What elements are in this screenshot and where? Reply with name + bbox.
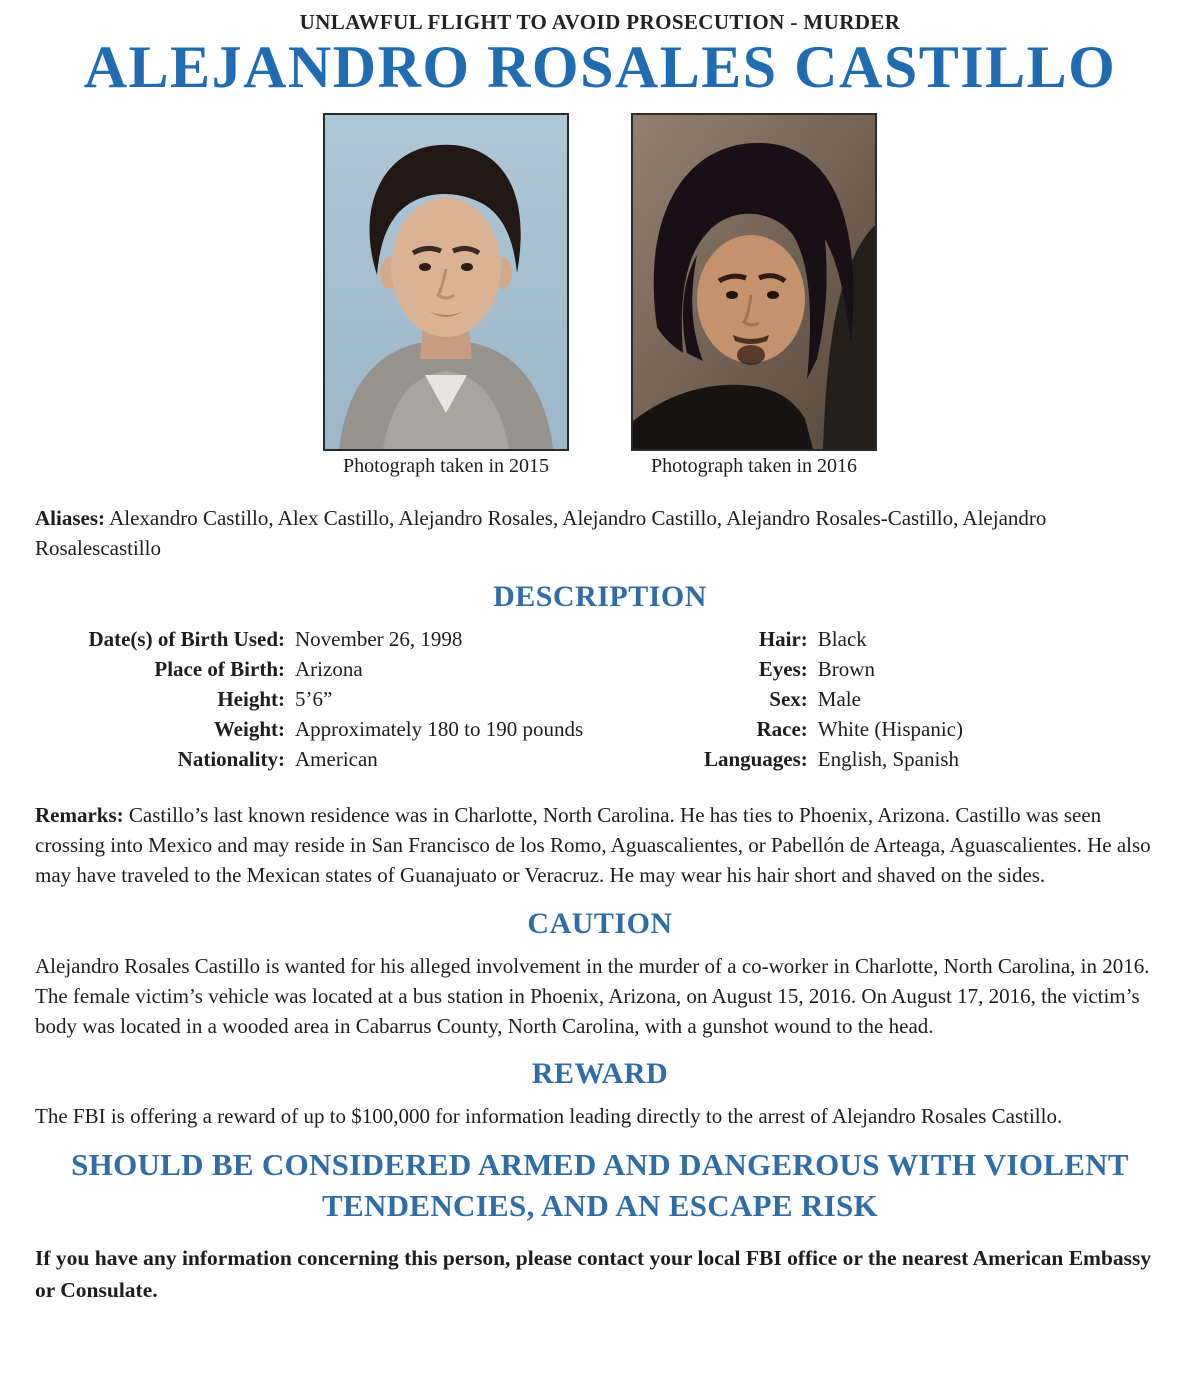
place-of-birth-value: Arizona (295, 656, 363, 681)
photo-2015-block (323, 113, 569, 478)
languages-label: Languages: (703, 746, 808, 771)
photo-2016-caption: Photograph taken in 2016 (650, 455, 858, 478)
hair-label: Hair: (758, 626, 808, 651)
photo-2015-caption: Photograph taken in 2015 (342, 455, 550, 478)
sex-value: Male (817, 686, 861, 711)
hair-value: Black (817, 626, 867, 651)
eyes-value: Brown (817, 656, 875, 681)
height-label: Height: (217, 686, 285, 711)
eyes-label: Eyes: (758, 656, 808, 681)
place-of-birth-row (35, 654, 668, 684)
remarks-text: Castillo’s last known residence was in Charlotte, North Carolina. He has ties to Phoenix, Arizona. Castillo was seen crossing into Mexico and may reside in San Francisco de los Romo, Aguascalientes, or Pabellón de Arteaga, Aguascalientes. He also may have traveled to the Mexican states of Guanajuato or Veracruz. He may wear his hair short and shaved on the sides. (35, 802, 1151, 888)
fugitive-name-title: ALEJANDRO ROSALES CASTILLO (83, 34, 1117, 100)
dob-label: Date(s) of Birth Used: (88, 626, 285, 651)
caution-text: Alejandro Rosales Castillo is wanted for his alleged involvement in the murder of a co-worker in Charlotte, North Carolina, in 2016. The female victim’s vehicle was located at a bus station in Phoenix, Arizona, on August 15, 2016. On August 17, 2016, the victim’s body was located in a wooded area in Cabarrus County, North Carolina, with a gunshot wound to the head. (35, 953, 1150, 1038)
reward-text: The FBI is offering a reward of up to $100,000 for information leading directly to the arrest of Alejandro Rosales Castillo. (35, 1104, 1063, 1129)
height-value: 5’6” (295, 686, 333, 711)
place-of-birth-label: Place of Birth: (154, 656, 285, 681)
remarks-label: Remarks: (35, 802, 124, 827)
warning-heading: SHOULD BE CONSIDERED ARMED AND DANGEROUS WITH VIOLENT TENDENCIES, AND AN ESCAPE RISK (71, 1147, 1129, 1223)
weight-row (35, 714, 668, 744)
remarks (35, 800, 1165, 891)
weight-value: Approximately 180 to 190 pounds (295, 716, 584, 741)
aliases (35, 504, 1165, 564)
nationality-value: American (295, 746, 378, 771)
crime-heading: UNLAWFUL FLIGHT TO AVOID PROSECUTION - MURDER (299, 10, 901, 34)
sex-row (668, 684, 1165, 714)
aliases-label: Aliases: (35, 506, 105, 531)
contact-text: If you have any information concerning this person, please contact your local FBI office or the nearest American Embassy or Consulate. (35, 1246, 1152, 1303)
race-label: Race: (756, 716, 808, 741)
description-table (35, 624, 1165, 774)
description-heading: DESCRIPTION (493, 579, 707, 613)
photo-2016-image (633, 115, 875, 449)
photo-2016-block (631, 113, 877, 478)
description-right-column (668, 624, 1165, 774)
weight-label: Weight: (213, 716, 285, 741)
languages-row (668, 744, 1165, 774)
mugshot-2015-image (325, 115, 567, 449)
photo-2016 (631, 113, 877, 451)
dob-row (35, 624, 668, 654)
description-left-column (35, 624, 668, 774)
aliases-text: Alexandro Castillo, Alex Castillo, Alejandro Rosales, Alejandro Castillo, Alejandro Rosales-Castillo, Alejandro Rosalescastillo (35, 506, 1047, 560)
sex-label: Sex: (769, 686, 808, 711)
caution-heading: CAUTION (527, 906, 673, 940)
photo-row (35, 113, 1165, 478)
race-row (668, 714, 1165, 744)
reward-heading: REWARD (531, 1057, 669, 1091)
dob-value: November 26, 1998 (295, 626, 463, 651)
height-row (35, 684, 668, 714)
nationality-row (35, 744, 668, 774)
photo-2015 (323, 113, 569, 451)
languages-value: English, Spanish (817, 746, 959, 771)
race-value: White (Hispanic) (817, 716, 963, 741)
hair-row (668, 624, 1165, 654)
nationality-label: Nationality: (177, 746, 285, 771)
eyes-row (668, 654, 1165, 684)
